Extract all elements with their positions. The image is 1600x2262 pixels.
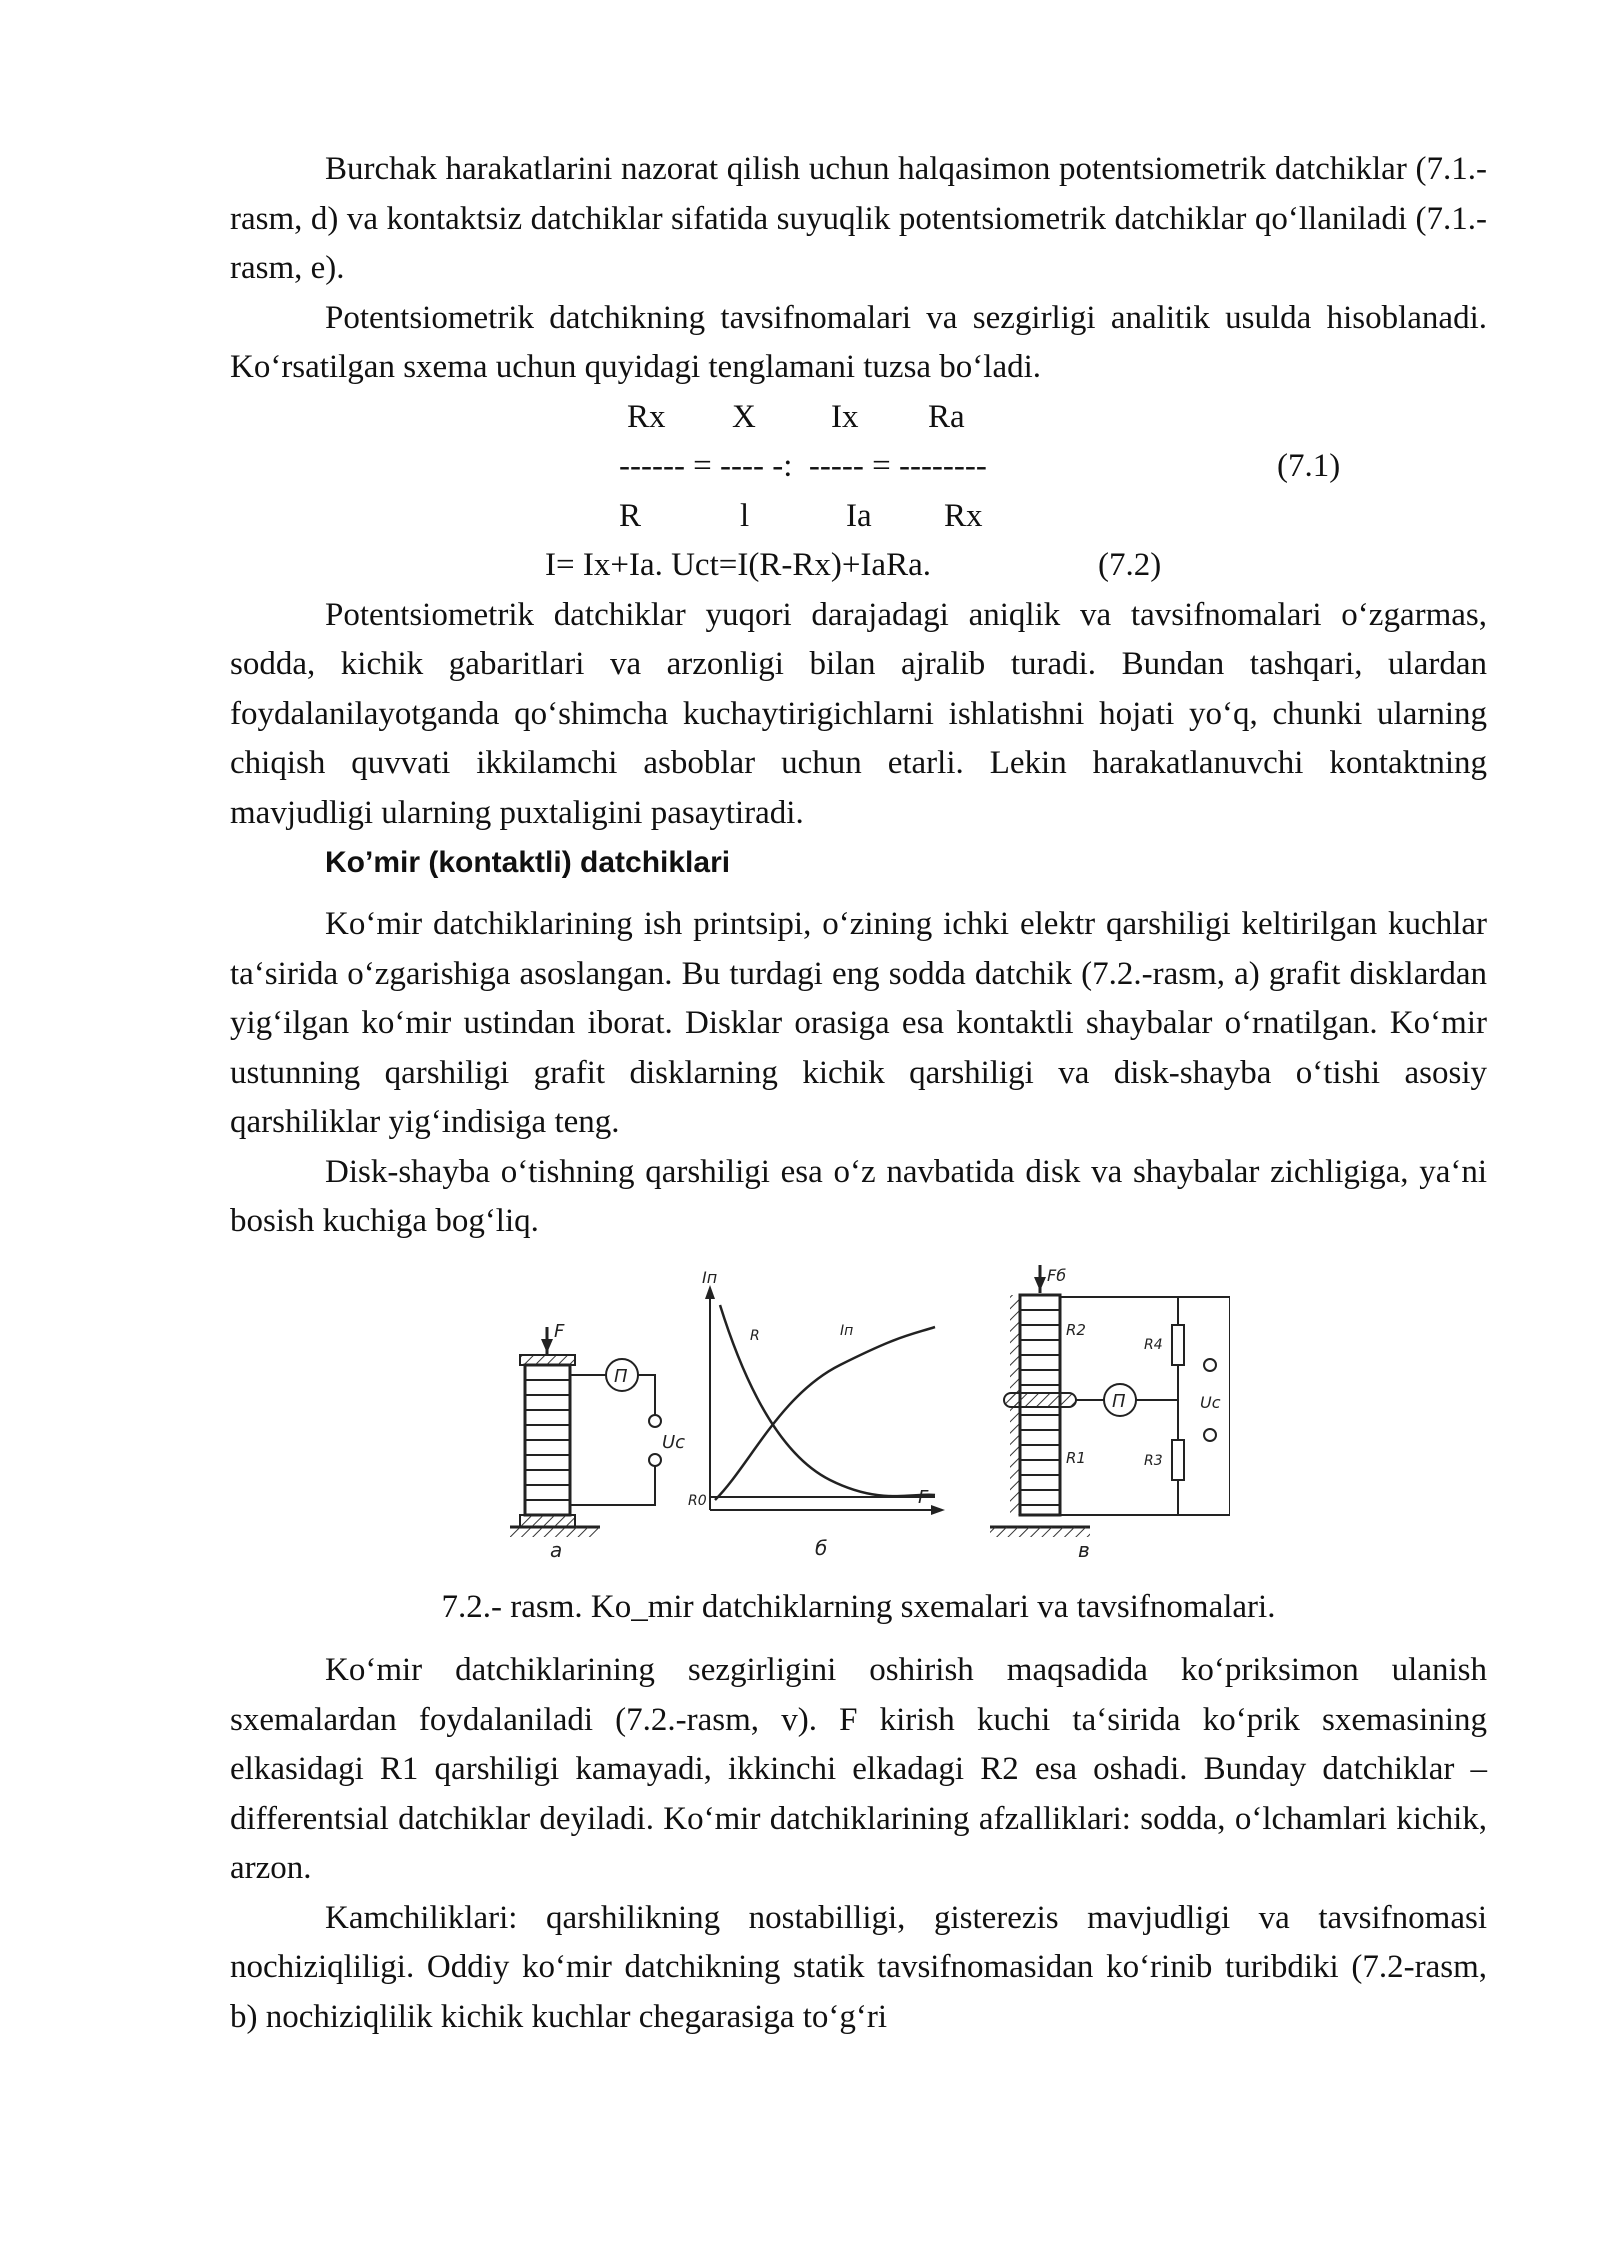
label-r: R (750, 1327, 760, 1344)
label-in: Iп (702, 1267, 718, 1287)
eq-number-7-1: (7.1) (1277, 448, 1341, 484)
paragraph-3: Potentsiometrik datchiklar yuqori darajadagi aniqlik va tavsifnomalari o‘zgarmas, sodda, kichik gabaritlari va arzonligi bilan ajralib turadi. Bundan tashqari, ulardan foydalanilayotganda qo‘shimcha kuchaytirigichlarni ishlatishni hojati yo‘q, chunki ularning chiqish quvvati ikkilamchi asboblar uchun etarli. Lekin harakatlanuvchi kontaktning mavjudligi ularning puxtaligini pasaytiradi. (230, 596, 1487, 831)
eq-fraction-line: ------ = ---- -: ----- = -------- (619, 448, 987, 484)
eq-den-r: R (619, 497, 642, 534)
paragraph-4: Ko‘mir datchiklarining ish printsipi, o‘zining ichki elektr qarshiligi keltirilgan kuchlar ta‘sirida o‘zgarishiga asoslangan. Bu turdagi eng sodda datchik (7.2.-rasm, a) grafit disklardan yig‘ilgan ko‘mir ustindan iborat. Disklar orasiga esa kontaktli shaybalar o‘rnatilgan. Ko‘mir ustunning qarshiligi grafit disklarning kichik qarshiligi va disk-shayba o‘tishi asosiy qarshiliklar yig‘indisiga teng. (230, 906, 1487, 1140)
label-b: б (815, 1535, 828, 1560)
panel-v-differential (990, 1265, 1230, 1562)
section-heading: Ko’mir (kontaktli) datchiklari (325, 846, 731, 879)
label-p-v: П (1112, 1390, 1126, 1412)
eq-num-x: X (732, 398, 756, 435)
label-in-curve: Iп (840, 1322, 854, 1339)
figure-caption: 7.2.- rasm. Ko_mir datchiklarning sxemalari va tavsifnomalari. (441, 1588, 1276, 1625)
eq-number-7-2: (7.2) (1098, 547, 1162, 583)
paragraph-2: Potentsiometrik datchikning tavsifnomalari va sezgirligi analitik usulda hisoblanadi. Ko‘rsatilgan sxema uchun quyidagi tenglamani tuzsa bo‘ladi. (230, 299, 1487, 385)
paragraph-7: Kamchiliklari: qarshilikning nostabilligi, gisterezis mavjudligi va tavsifnomasi nochiziqliligi. Oddiy ko‘mir datchikning statik tavsifnomasidan ko‘rinib turibdiki (7.2-rasm, b) nochiziqlilik kichik kuchlar chegarasiga to‘g‘ri (230, 1899, 1487, 2035)
equation-1-line (230, 442, 1487, 492)
label-v: в (1078, 1537, 1090, 1562)
paragraph-1: Burchak harakatlarini nazorat qilish uchun halqasimon potentsiometrik datchiklar (7.1.-rasm, d) va kontaktsiz datchiklar sifatida suyuqlik potentsiometrik datchiklar qo‘llaniladi (7.1.-rasm, e). (230, 151, 1487, 286)
paragraph-6: Ko‘mir datchiklarining sezgirligini oshirish maqsadida ko‘priksimon ulanish sxemalardan foydalaniladi (7.2.-rasm, v). F kirish kuchi ta‘sirida ko‘prik sxemasining elkasidagi R1 qarshiligi kamayadi, ikkinchi elkadagi R2 esa oshadi. Bunday datchiklar – differentsial datchiklar deyiladi. Ko‘mir datchiklarining afzalliklari: sodda, o‘lchamlari kichik, arzon. (230, 1652, 1487, 1886)
label-fb: Fб (1047, 1265, 1067, 1285)
eq-num-rx: Rx (627, 398, 666, 435)
label-r1: R1 (1066, 1448, 1086, 1467)
eq-den-l: l (740, 497, 750, 534)
eq-num-ix: Ix (831, 398, 859, 435)
label-p: П (614, 1365, 628, 1387)
label-r2: R2 (1066, 1320, 1086, 1339)
panel-a-sensor (510, 1321, 685, 1562)
label-uc: Uc (662, 1431, 686, 1453)
label-f: F (554, 1320, 565, 1342)
eq-den-ia: Ia (846, 497, 872, 534)
eq-num-ra: Ra (928, 398, 965, 435)
panel-b-characteristic (688, 1268, 945, 1560)
label-f-axis: F (918, 1486, 929, 1508)
label-r4: R4 (1144, 1336, 1163, 1353)
label-uc-v: Uc (1200, 1392, 1221, 1412)
paragraph-5: Disk-shayba o‘tishning qarshiligi esa o‘z navbatida disk va shaybalar zichligiga, ya‘ni bosish kuchiga bog‘liq. (230, 1153, 1487, 1239)
figure-7-2 (230, 1265, 1487, 1565)
equation-1-numerators (230, 393, 1487, 443)
label-a: a (550, 1537, 563, 1562)
document-page (230, 145, 1487, 2042)
eq-2-text: I= Ix+Ia. Uct=I(R-Rx)+IaRa. (545, 547, 931, 583)
equation-1-denominators (230, 492, 1487, 542)
figure-drawing (510, 1265, 1230, 1565)
label-r3: R3 (1144, 1452, 1163, 1469)
label-r0: R0 (688, 1492, 707, 1509)
equation-2 (230, 541, 1487, 591)
eq-den-rx: Rx (944, 497, 983, 534)
